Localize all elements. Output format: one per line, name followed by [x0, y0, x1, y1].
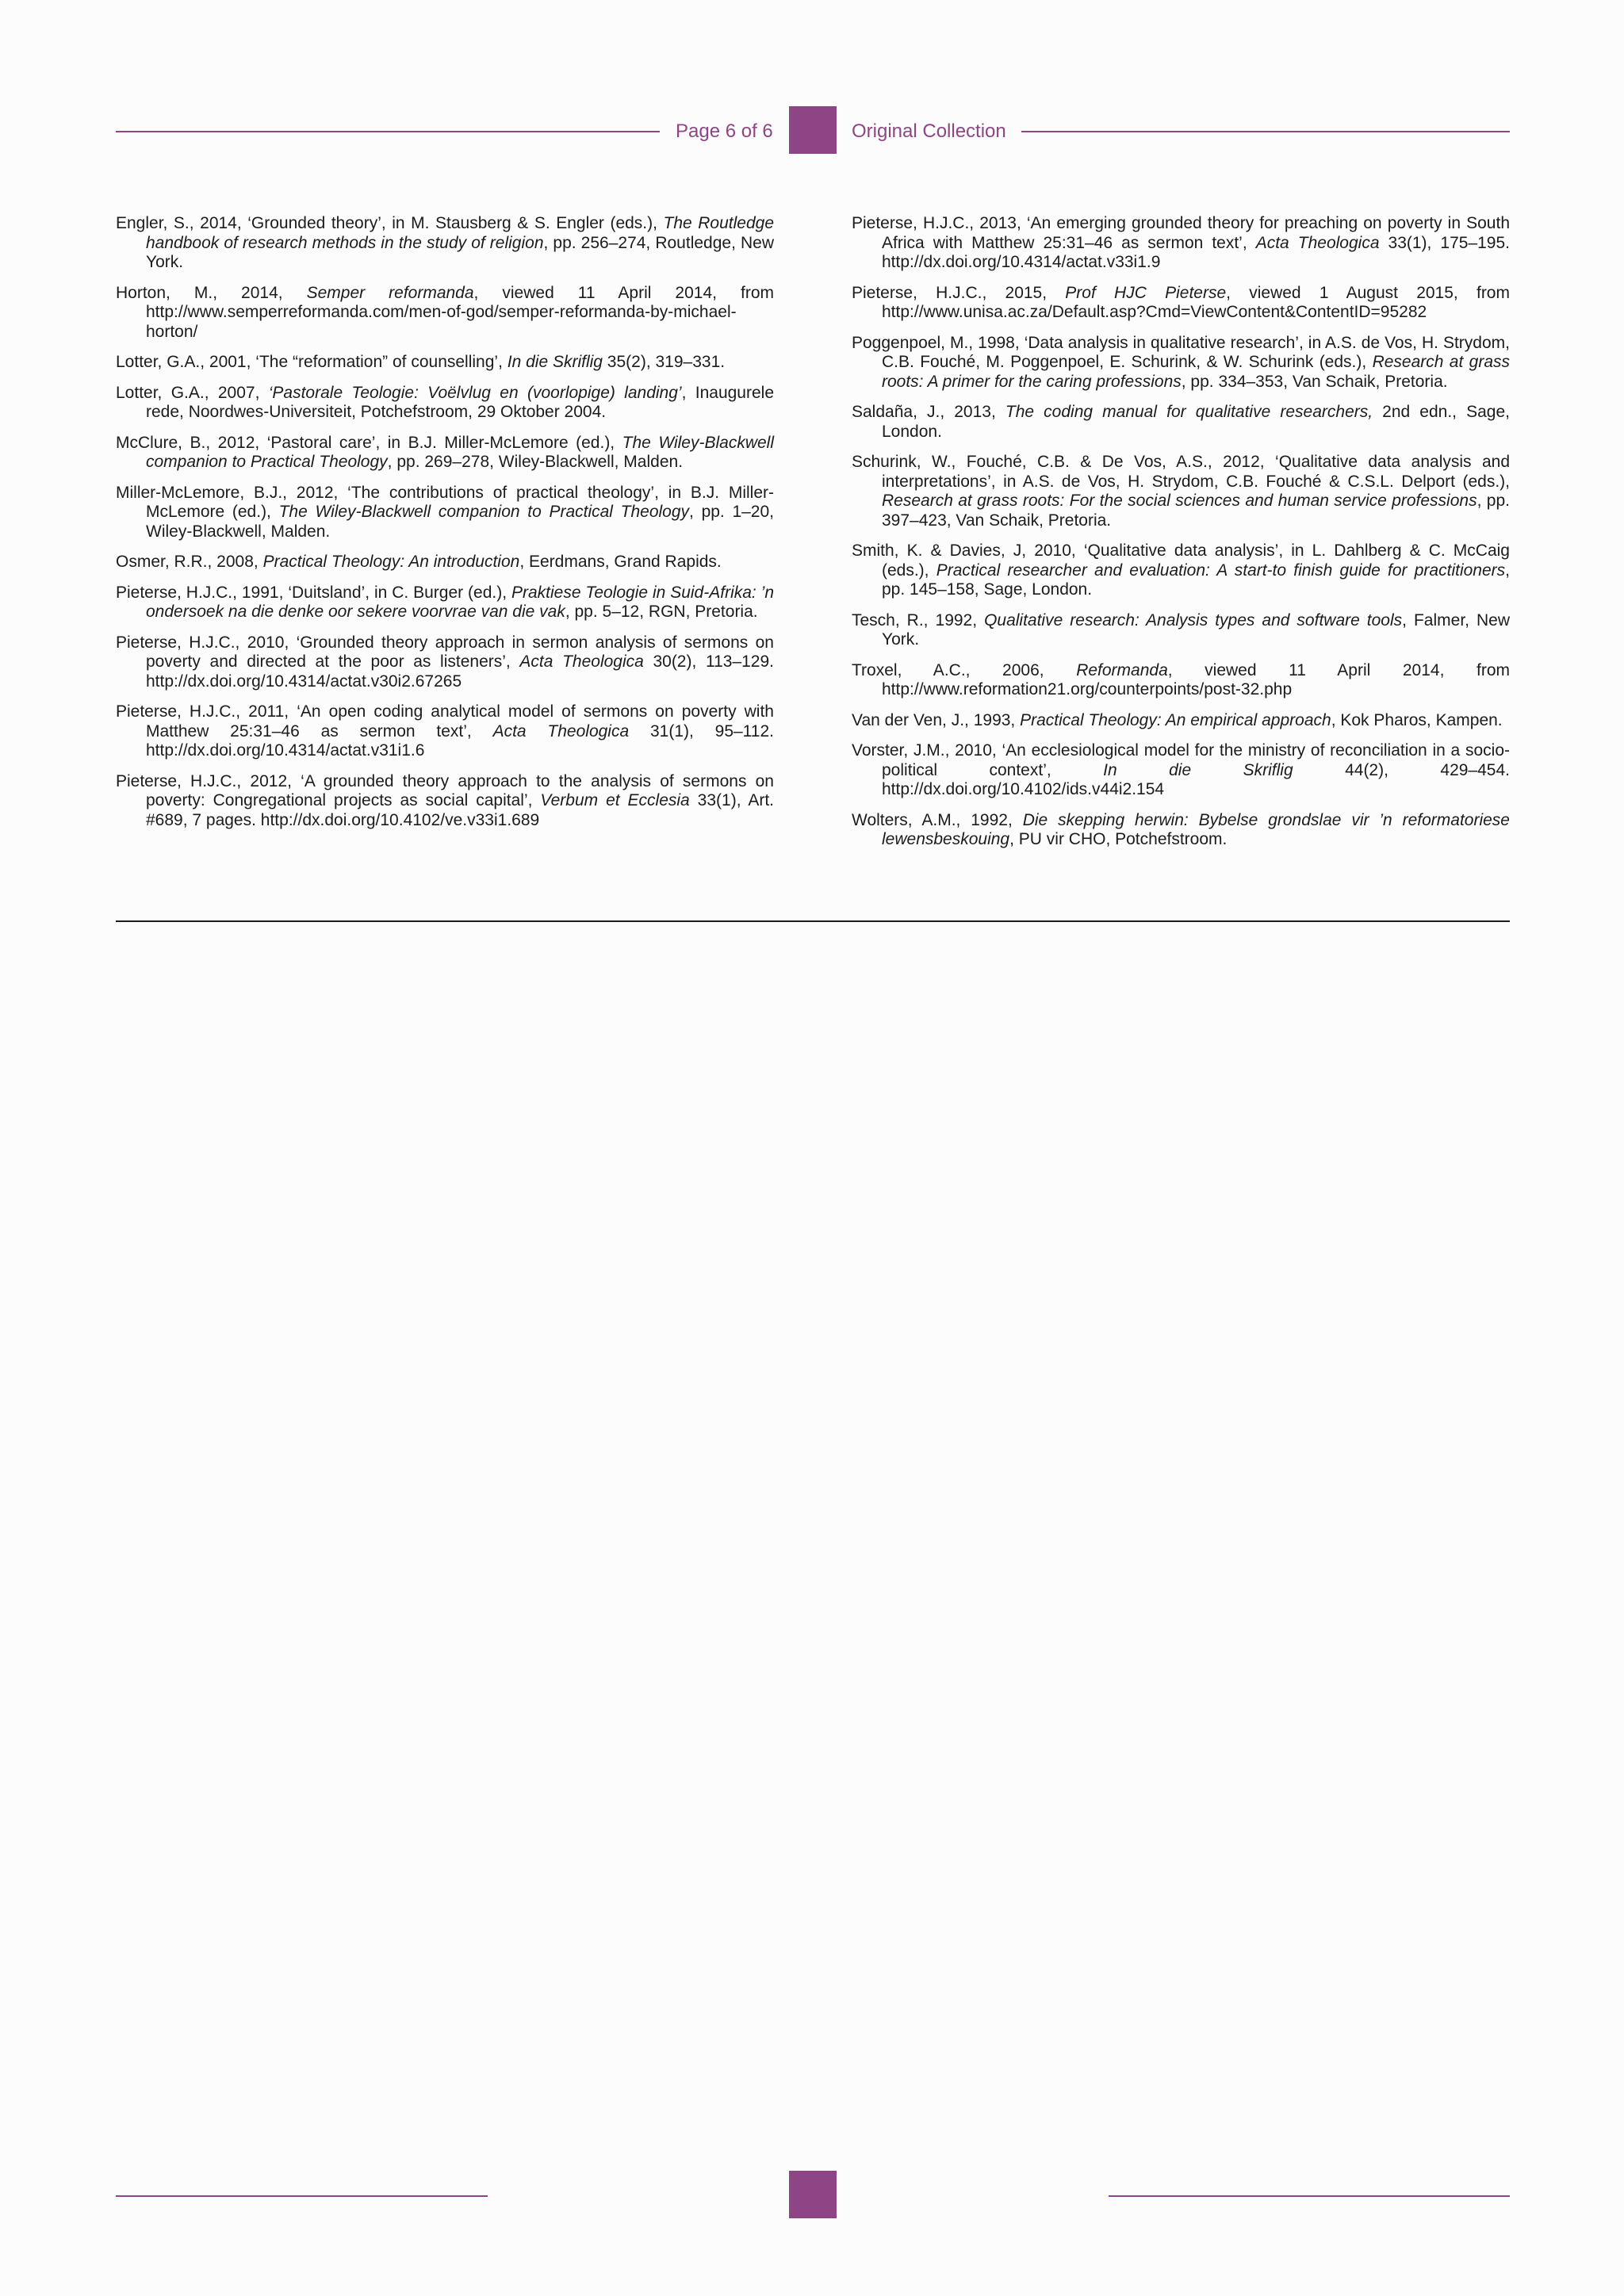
reference-title: In die Skriflig	[507, 353, 603, 371]
reference-title: The Routledge handbook of research methods in the study of religion	[146, 214, 775, 252]
reference-title: Qualitative research: Analysis types and software tools	[984, 610, 1403, 629]
reference-title: Practical Theology: An empirical approach	[1020, 710, 1331, 729]
header-rule-left	[116, 131, 660, 132]
reference-text: Lotter, G.A., 2001, ‘The “reformation” of counselling’,	[116, 353, 508, 371]
reference-entry	[116, 772, 774, 831]
reference-text: Pieterse, H.J.C., 2012, ‘A grounded theory approach to the analysis of sermons on poverty: Congregational projects as social capital’,	[116, 771, 774, 809]
reference-text: 44(2), 429–454. http://dx.doi.org/10.4102/ids.v44i2.154	[882, 760, 1510, 798]
reference-text: Osmer, R.R., 2008,	[116, 553, 263, 571]
reference-text: Miller-McLemore, B.J., 2012, ‘The contributions of practical theology’, in B.J. Miller-McLemore (ed.),	[116, 483, 774, 521]
reference-text: , pp. 256–274, Routledge, New York.	[146, 233, 774, 271]
header-rule-right	[1021, 131, 1510, 132]
reference-entry	[116, 434, 774, 473]
reference-title: Reformanda	[1076, 660, 1168, 679]
reference-text: 31(1), 95–112. http://dx.doi.org/10.4314/actat.v31i1.6	[146, 721, 774, 760]
reference-title: Prof HJC Pieterse	[1065, 283, 1227, 302]
reference-entry	[116, 384, 774, 423]
reference-entry	[116, 353, 774, 373]
reference-text: Poggenpoel, M., 1998, ‘Data analysis in qualitative research’, in A.S. de Vos, H. Strydom, C.B. Fouché, M. Poggenpoel, E. Schurink, & W. Schurink (eds.),	[852, 333, 1510, 371]
reference-title: Verbum et Ecclesia	[540, 791, 690, 809]
reference-title: The coding manual for qualitative researchers,	[1005, 403, 1373, 421]
reference-text: Saldaña, J., 2013,	[852, 403, 1005, 421]
references-right-column	[852, 214, 1510, 861]
reference-text: Pieterse, H.J.C., 2013, ‘An emerging grounded theory for preaching on poverty in South Africa with Matthew 25:31–46 as sermon text’,	[852, 214, 1510, 252]
reference-entry	[852, 611, 1510, 650]
reference-text: Pieterse, H.J.C., 2010, ‘Grounded theory approach in sermon analysis of sermons on poverty and directed at the poor as listeners’,	[116, 633, 774, 671]
reference-title: Research at grass roots: For the social sciences and human service professions	[882, 492, 1477, 510]
reference-text: , PU vir CHO, Potchefstroom.	[1009, 830, 1228, 848]
reference-text: 33(1), 175–195. http://dx.doi.org/10.4314/actat.v33i1.9	[882, 233, 1510, 271]
reference-text: 35(2), 319–331.	[602, 353, 726, 371]
reference-entry	[116, 214, 774, 273]
reference-title: The Wiley-Blackwell companion to Practical Theology	[278, 503, 690, 521]
reference-title: Acta Theologica	[492, 721, 630, 740]
reference-text: McClure, B., 2012, ‘Pastoral care’, in B.J. Miller-McLemore (ed.),	[116, 433, 622, 452]
reference-text: Lotter, G.A., 2007,	[116, 383, 269, 402]
reference-entry	[852, 661, 1510, 700]
reference-entry	[116, 284, 774, 342]
reference-text: , Falmer, New York.	[882, 610, 1510, 649]
reference-title: Practical researcher and evaluation: A start-to finish guide for practitioners	[936, 561, 1506, 580]
reference-text: Schurink, W., Fouché, C.B. & De Vos, A.S., 2012, ‘Qualitative data analysis and interpretations’, in A.S. de Vos, H. Strydom, C.B. Fouché & C.S.L. Delport (eds.),	[852, 453, 1510, 491]
reference-title: Semper reformanda	[306, 283, 474, 302]
reference-text: Tesch, R., 1992,	[852, 610, 985, 629]
reference-entry	[852, 403, 1510, 442]
reference-entry	[852, 284, 1510, 323]
reference-text: , pp. 397–423, Van Schaik, Pretoria.	[882, 492, 1510, 530]
reference-title: In die Skriflig	[1103, 760, 1293, 779]
reference-text: , viewed 11 April 2014, from http://www.reformation21.org/counterpoints/post-32.php	[882, 660, 1510, 698]
header-accent-square	[789, 106, 837, 154]
page-number: Page 6 of 6	[676, 121, 773, 142]
footer-rule-right	[1109, 2195, 1510, 2197]
reference-text: , viewed 1 August 2015, from http://www.unisa.ac.za/Default.asp?Cmd=ViewContent&ContentID=95282	[882, 283, 1510, 321]
reference-text: Engler, S., 2014, ‘Grounded theory’, in M. Stausberg & S. Engler (eds.),	[116, 214, 664, 232]
footer-accent-square	[789, 2171, 837, 2218]
reference-text: , pp. 334–353, Van Schaik, Pretoria.	[1181, 372, 1448, 391]
reference-text: Pieterse, H.J.C., 1991, ‘Duitsland’, in C. Burger (ed.),	[116, 583, 511, 602]
footer-rule-left	[116, 2195, 488, 2197]
reference-title: Acta Theologica	[519, 652, 644, 671]
reference-entry	[852, 711, 1510, 731]
reference-entry	[116, 553, 774, 572]
reference-entry	[852, 214, 1510, 273]
reference-entry	[116, 702, 774, 761]
reference-entry	[852, 541, 1510, 600]
reference-text: , pp. 1–20, Wiley-Blackwell, Malden.	[146, 503, 774, 541]
reference-text: , pp. 145–158, Sage, London.	[882, 561, 1510, 599]
reference-title: Praktiese Teologie in Suid-Afrika: ’n ondersoek na die denke oor sekere voorvrae van die vak	[146, 583, 774, 621]
references-left-column	[116, 214, 774, 841]
reference-text: Horton, M., 2014,	[116, 283, 307, 302]
reference-title: The Wiley-Blackwell companion to Practical Theology	[146, 433, 774, 471]
reference-text: , Kok Pharos, Kampen.	[1331, 710, 1503, 729]
reference-entry	[852, 453, 1510, 530]
reference-entry	[852, 811, 1510, 850]
reference-text: 30(2), 113–129. http://dx.doi.org/10.4314/actat.v30i2.67265	[146, 652, 774, 691]
reference-text: , Eerdmans, Grand Rapids.	[519, 553, 722, 571]
reference-entry	[852, 741, 1510, 800]
reference-text: Vorster, J.M., 2010, ‘An ecclesiological model for the ministry of reconciliation in a socio-political context’,	[852, 741, 1510, 779]
reference-text: Wolters, A.M., 1992,	[852, 810, 1023, 829]
reference-title: Research at grass roots: A primer for the caring professions	[882, 353, 1510, 391]
reference-title: Die skepping herwin: Bybelse grondslae vir ’n reformatoriese lewensbeskouing	[882, 810, 1510, 848]
reference-text: , pp. 269–278, Wiley-Blackwell, Malden.	[387, 453, 684, 471]
reference-text: , Inaugurele rede, Noordwes-Universiteit, Potchefstroom, 29 Oktober 2004.	[146, 383, 774, 421]
reference-text: Van der Ven, J., 1993,	[852, 710, 1021, 729]
reference-entry	[116, 484, 774, 542]
reference-title: ‘Pastorale Teologie: Voëlvlug en (voorlopige) landing’	[268, 383, 682, 402]
reference-entry	[116, 584, 774, 622]
reference-entry	[116, 633, 774, 692]
reference-text: , pp. 5–12, RGN, Pretoria.	[565, 603, 758, 621]
reference-entry	[852, 334, 1510, 392]
reference-text: 2nd edn., Sage, London.	[882, 403, 1510, 441]
reference-text: Smith, K. & Davies, J, 2010, ‘Qualitative data analysis’, in L. Dahlberg & C. McCaig (eds.),	[852, 541, 1510, 580]
reference-text: Pieterse, H.J.C., 2011, ‘An open coding analytical model of sermons on poverty with Matthew 25:31–46 as sermon text’,	[116, 702, 774, 740]
reference-text: 33(1), Art. #689, 7 pages. http://dx.doi.org/10.4102/ve.v33i1.689	[146, 791, 774, 829]
reference-title: Practical Theology: An introduction	[262, 553, 520, 571]
reference-text: , viewed 11 April 2014, from http://www.semperreformanda.com/men-of-god/semper-reformanda-by-michael-horton/	[146, 283, 774, 341]
collection-label: Original Collection	[852, 121, 1006, 142]
reference-text: Pieterse, H.J.C., 2015,	[852, 283, 1066, 302]
content-separator	[116, 920, 1510, 922]
reference-title: Acta Theologica	[1255, 233, 1380, 252]
reference-text: Troxel, A.C., 2006,	[852, 660, 1077, 679]
